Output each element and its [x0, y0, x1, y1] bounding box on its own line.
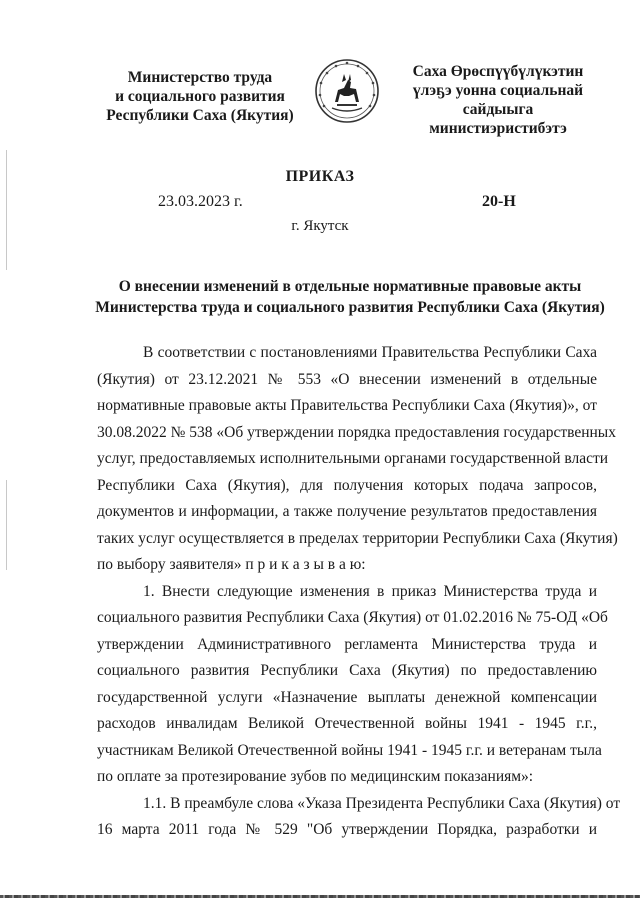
- scan-bottom-edge: [0, 895, 640, 898]
- body-line: (Якутия) от 23.12.2021 № 553 «О внесении изменений в отдельные: [97, 370, 597, 388]
- order-subject: [80, 276, 620, 318]
- body-line: 30.08.2022 № 538 «Об утверждении порядка предоставления государственных: [97, 423, 616, 441]
- body-line: 1.1. В преамбуле слова «Указа Президента Республики Саха (Якутия) от: [143, 794, 621, 812]
- body-line: социального развития Республики Саха (Якутия) от 01.02.2016 № 75-ОД «Об: [97, 609, 608, 626]
- body-line: расходов инвалидам Великой Отечественной войны 1941 - 1945 г.г.,: [97, 715, 597, 732]
- body-line: государственной услуги «Назначение выплаты денежной компенсации: [97, 688, 597, 706]
- order-date: 23.03.2023 г.: [158, 193, 243, 210]
- body-line: Республики Саха (Якутия), для получения которых подача запросов,: [97, 476, 597, 494]
- body-line: 1. Внести следующие изменения в приказ Министерства труда и: [143, 582, 597, 600]
- ministry-name-yakut: [398, 62, 598, 138]
- body-line: услуг, предоставляемых исполнительными органами государственной власти: [97, 450, 609, 467]
- body-line: таких услуг осуществляется в пределах территории Республики Саха (Якутия): [97, 529, 618, 547]
- subject-line: О внесении изменений в отдельные нормативные правовые акты: [118, 278, 582, 295]
- order-city: г. Якутск: [291, 218, 349, 234]
- scan-edge-mark: [6, 480, 7, 570]
- ministry-name-line: министиэристибэтэ: [429, 120, 567, 137]
- body-line: 16 марта 2011 года № 529 "Об утверждении Порядка, разработки и: [97, 821, 597, 838]
- order-number: 20-Н: [482, 193, 516, 210]
- subject-line: Министерства труда и социального развития Республики Саха (Якутия): [95, 299, 605, 316]
- ministry-name-line: сайдыыга: [462, 101, 534, 118]
- body-line: по выбору заявителя» п р и к а з ы в а ю:: [97, 556, 366, 573]
- order-body: [97, 340, 621, 844]
- ministry-name-line: үлэҕэ уонна социальнай: [412, 82, 584, 99]
- ministry-name-line: Республики Саха (Якутия): [106, 107, 294, 124]
- body-line: В соответствии с постановлениями Правительства Республики Саха: [143, 344, 597, 361]
- ministry-name-line: и социального развития: [115, 88, 285, 105]
- body-line: нормативные правовые акты Правительства Республики Саха (Якутия)», от: [97, 397, 597, 414]
- ministry-name-line: Саха Өрөспүүбүлүкэтин: [412, 63, 584, 80]
- document-title: ПРИКАЗ: [285, 168, 355, 185]
- coat-of-arms-emblem: [314, 58, 380, 124]
- body-line: документов и информации, а также получение результатов предоставления: [97, 503, 597, 520]
- body-line: по оплате за протезирование зубов по медицинским показаниям»:: [97, 768, 534, 785]
- body-line: социального развития Республики Саха (Якутия) по предоставлению: [97, 662, 597, 679]
- ministry-name-russian: [100, 68, 300, 125]
- body-line: утверждении Административного регламента Министерства труда и: [97, 635, 597, 653]
- body-line: участникам Великой Отечественной войны 1941 - 1945 г.г. и ветеранам тыла: [97, 741, 602, 759]
- ministry-name-line: Министерство труда: [127, 69, 273, 86]
